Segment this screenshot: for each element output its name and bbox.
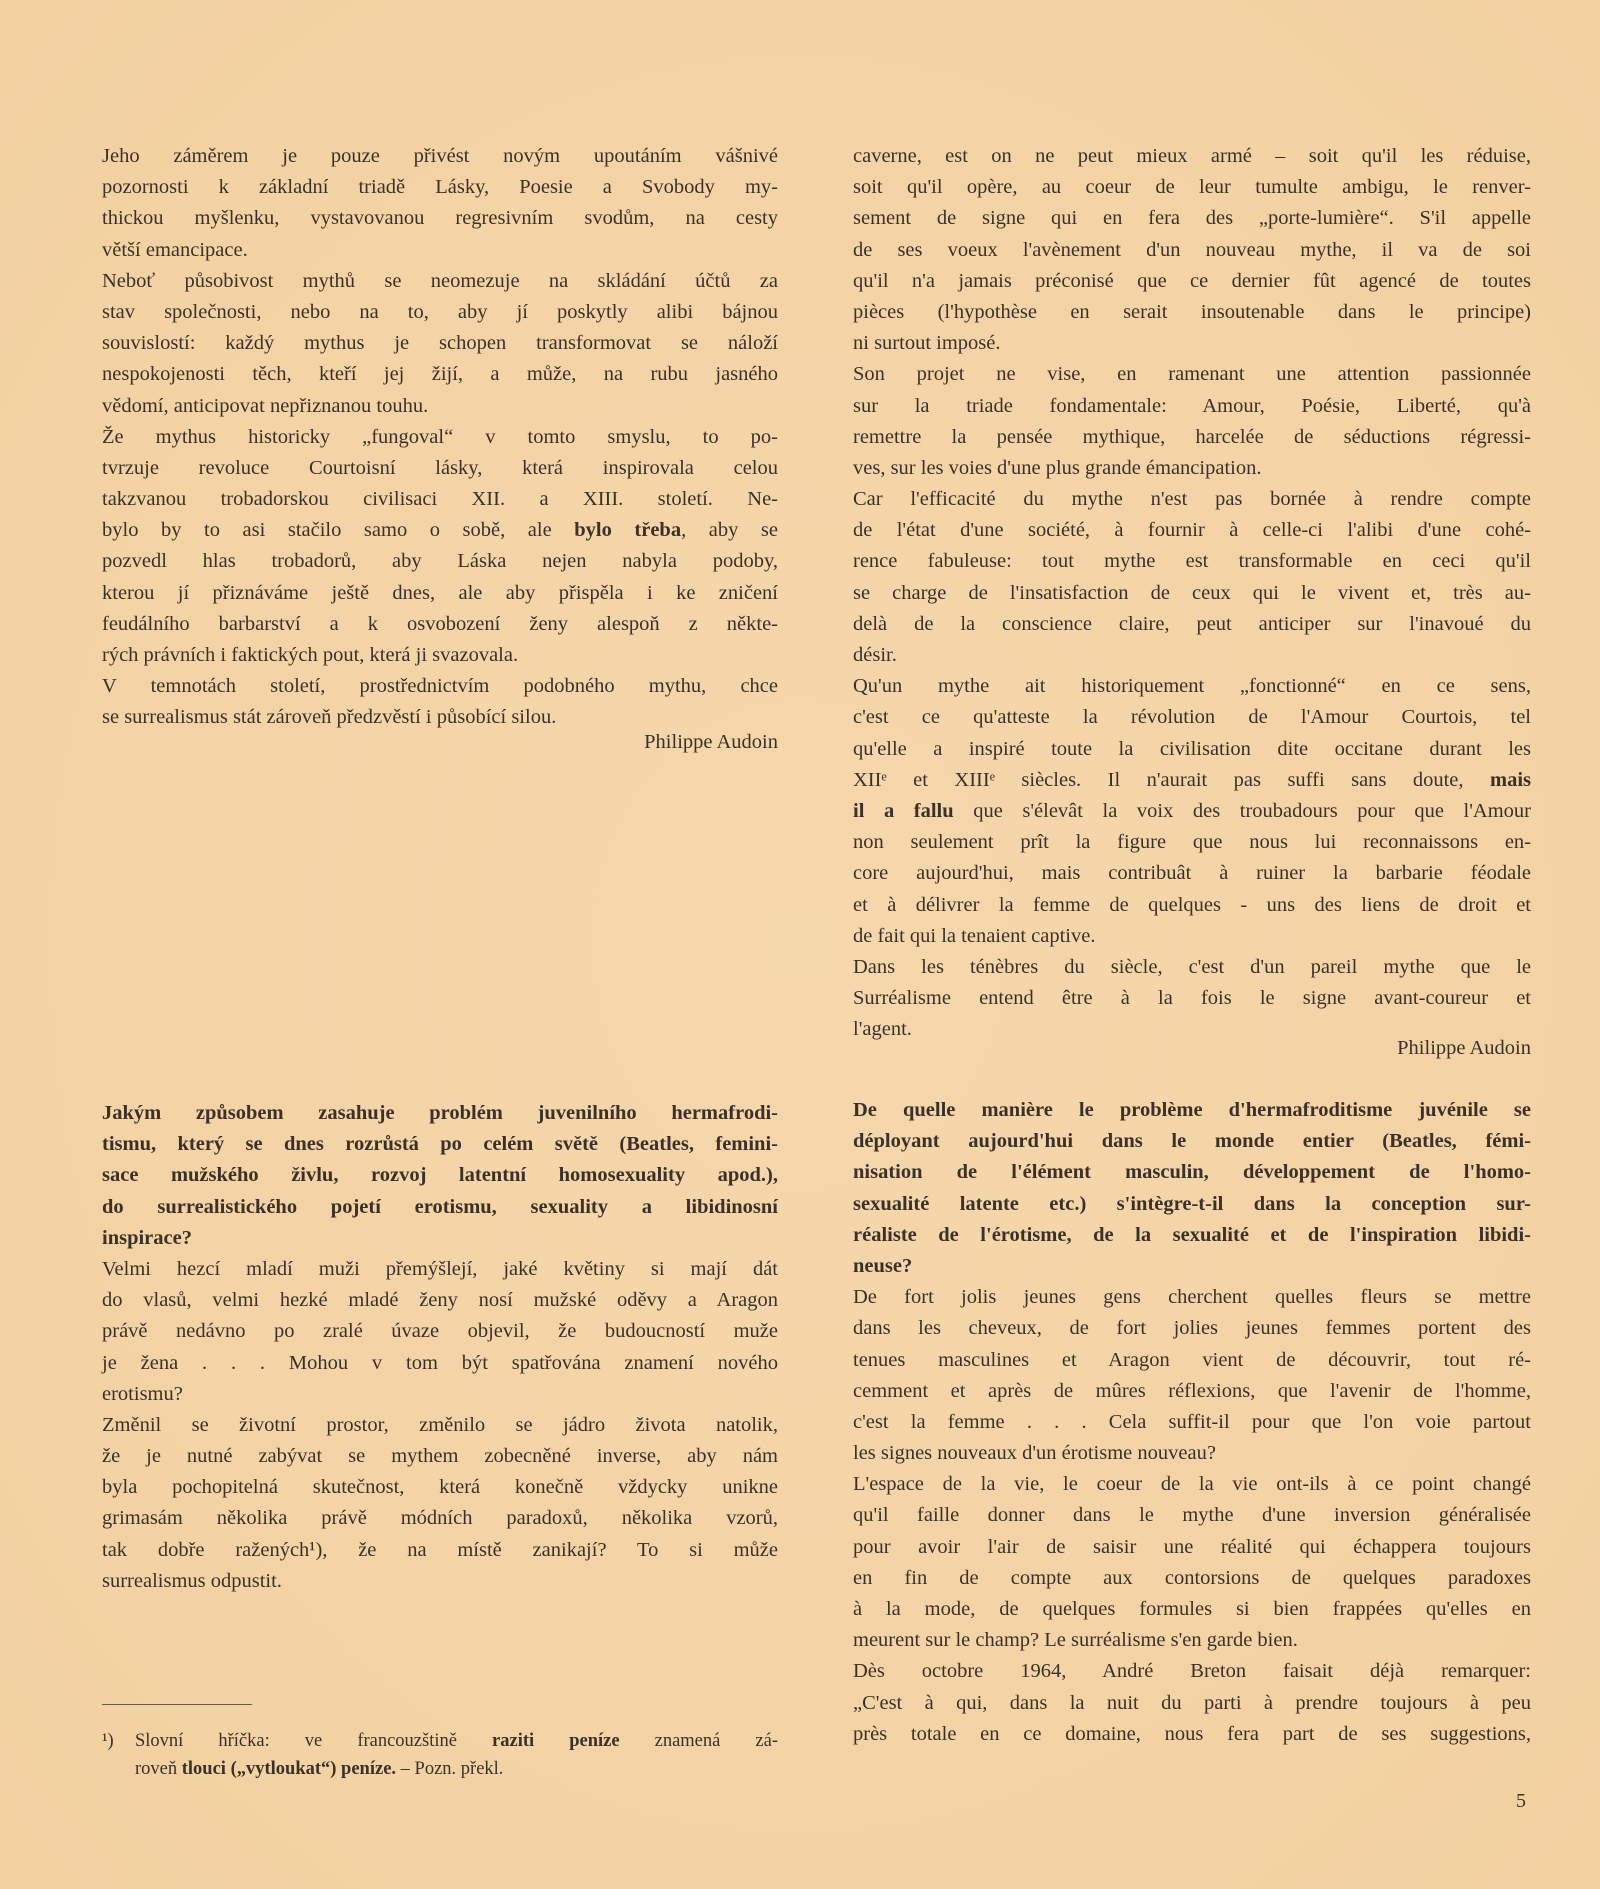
text-line: vědomí, anticipovat nepřiznanou touhu. [102,394,429,417]
text-line: sexualité latente etc.) s'intègre-t-il dans la conception sur- [853,1192,1531,1215]
text-line: désir. [853,644,897,666]
bold-text-segment: raziti peníze [492,1731,620,1751]
text-line: de ses voeux l'avènement d'un nouveau mythe, il va de soi [853,238,1531,261]
text-line: sement de signe qui en fera des „porte-lumière“. S'il appelle [853,207,1531,230]
text-line: pozvedl hlas trobadorů, aby Láska nejen nabyla podoby, [102,550,778,573]
text-line: grimasám několika právě módních paradoxů, několika vzorů, [102,1507,778,1530]
author-signature: Philippe Audoin [1397,1037,1531,1059]
text-line: c'est ce qu'atteste la révolution de l'Amour Courtois, tel [853,706,1531,729]
text-line: do vlasů, velmi hezké mladé ženy nosí mužské oděvy a Aragon [102,1289,778,1312]
text-segment: znamená zá- [619,1731,778,1751]
text-line: byla pochopitelná skutečnost, která konečně vždycky unikne [102,1476,778,1499]
text-line: tvrzuje revoluce Courtoisní lásky, která inspirovala celou [102,456,778,479]
text-line: les signes nouveaux d'un érotisme nouveau? [853,1442,1216,1465]
text-segment: XIIᵉ et XIIIᵉ siècles. Il n'aurait pas suffi sans doute, [853,768,1490,791]
text-line: souvislostí: každý mythus je schopen transformovat se náloží [102,332,778,355]
text-line: rých právních i faktických pout, která ji svazovala. [102,644,519,666]
text-line: pozornosti k základní triadě Lásky, Poesie a Svobody my- [102,176,778,199]
czech-article-column [102,141,778,734]
text-line: et à délivrer la femme de quelques - uns des liens de droit et [853,893,1531,916]
footnote [102,1727,778,1783]
text-line: réaliste de l'érotisme, de la sexualité et de l'inspiration libidi- [853,1223,1531,1246]
bold-text-segment: mais [1490,768,1531,791]
text-line: cemment et après de mûres réflexions, que l'avenir de l'homme, [853,1379,1531,1402]
text-line: qu'il faille donner dans le mythe d'une inversion généralisée [853,1504,1531,1527]
text-line: tak dobře ražených¹), že na místě zanikají? To si může [102,1538,778,1561]
text-line: se charge de l'insatisfaction de ceux qui le vivent et, très au- [853,581,1531,604]
text-line: feudálního barbarství a k osvobození ženy alespoň z někte- [102,612,778,635]
author-signature: Philippe Audoin [644,731,778,753]
text-line: Son projet ne vise, en ramenant une attention passionnée [853,363,1531,386]
text-line: kterou jí přiznáváme ještě dnes, ale aby přispěla i ke zničení [102,581,778,604]
text-line: soit qu'il opère, au coeur de leur tumulte ambigu, le renver- [853,176,1531,199]
text-line: ni surtout imposé. [853,332,1001,355]
text-line: pour avoir l'air de saisir une réalité qui échappera toujours [853,1535,1531,1558]
text-line [135,1727,778,1755]
footnote-marker: ¹) [102,1731,114,1751]
text-line: dans les cheveux, de fort jolies jeunes femmes portent des [853,1317,1531,1340]
text-line: caverne, est on ne peut mieux armé – soit qu'il les réduise, [853,145,1531,167]
text-line: tismu, který se dnes rozrůstá po celém světě (Beatles, femini- [102,1133,778,1156]
text-line: tenues masculines et Aragon vient de découvrir, tout ré- [853,1348,1531,1371]
text-line: non seulement prît la figure que nous lui reconnaissons en- [853,831,1531,854]
text-line: erotismu? [102,1382,183,1405]
text-line: surrealismus odpustit. [102,1569,282,1592]
text-line: právě nedávno po zralé úvaze objevil, že budoucností muže [102,1320,778,1343]
text-line: sur la triade fondamentale: Amour, Poésie, Liberté, qu'à [853,394,1531,417]
text-line: „C'est à qui, dans la nuit du parti à prendre toujours à peu [853,1691,1531,1714]
text-line: Změnil se životní prostor, změnilo se jádro života natolik, [102,1413,778,1436]
text-line: delà de la conscience claire, peut anticiper sur l'inavoué du [853,612,1531,635]
text-line: Dès octobre 1964, André Breton faisait déjà remarquer: [853,1660,1531,1683]
czech-question-column [102,1098,778,1597]
text-line: sace mužského živlu, rozvoj latentní homosexuality apod.), [102,1164,778,1187]
text-line: remettre la pensée mythique, harcelée de séductions régressi- [853,425,1531,448]
text-line: Qu'un mythe ait historiquement „fonctionné“ en ce sens, [853,675,1531,698]
text-line: nespokojenosti těch, kteří jej žijí, a může, na rubu jasného [102,363,778,386]
text-segment: – Pozn. překl. [396,1759,504,1779]
text-line: de l'état d'une société, à fournir à celle-ci l'alibi d'une cohé- [853,519,1531,542]
bold-text-segment: bylo třeba [574,519,682,542]
text-line: l'agent. [853,1018,912,1041]
text-line: De quelle manière le problème d'hermafroditisme juvénile se [853,1099,1531,1121]
text-line: déployant aujourd'hui dans le monde entier (Beatles, fémi- [853,1130,1531,1153]
text-line: stav společnosti, nebo na to, aby jí poskytly alibi bájnou [102,300,778,323]
text-segment: , aby se [681,519,778,542]
text-line: meurent sur le champ? Le surréalisme s'en garde bien. [853,1629,1298,1652]
text-segment: Slovní hříčka: ve francouzštině [135,1731,493,1751]
text-line [853,765,1531,796]
page-number: 5 [1516,1790,1526,1812]
text-segment: roveň [135,1759,182,1779]
text-line: nisation de l'élément masculin, développement de l'homo- [853,1161,1531,1184]
text-line: Jakým způsobem zasahuje problém juvenilního hermafrodi- [102,1102,778,1124]
french-question-column [853,1095,1531,1750]
text-line: V temnotách století, prostřednictvím podobného mythu, chce [102,675,778,698]
text-line: do surrealistického pojetí erotismu, sexuality a libidinosní [102,1195,778,1218]
text-line: Jeho záměrem je pouze přivést novým upoutáním vášnivé [102,145,778,167]
text-line: thickou myšlenku, vystavovanou regresivním svodům, na cesty [102,207,778,230]
bold-text-segment: tlouci („vytloukat“) peníze. [181,1759,397,1779]
footnote-text [135,1727,778,1783]
text-line: en fin de compte aux contorsions de quelques paradoxes [853,1566,1531,1589]
text-line: à la mode, de quelques formules si bien frappées qu'elles en [853,1598,1531,1620]
text-line: je žena . . . Mohou v tom být spatřována znamení nového [102,1351,778,1374]
text-line: Surréalisme entend être à la fois le signe avant-coureur et [853,987,1531,1010]
text-line: c'est la femme . . . Cela suffit-il pour que l'on voie partout [853,1410,1531,1433]
text-line: rence fabuleuse: tout mythe est transformable en ceci qu'il [853,550,1531,573]
text-line: Že mythus historicky „fungoval“ v tomto smyslu, to po- [102,425,778,448]
text-line: L'espace de la vie, le coeur de la vie ont-ils à ce point changé [853,1473,1531,1496]
text-line: Velmi hezcí mladí muži přemýšlejí, jaké květiny si mají dát [102,1257,778,1280]
footnote-divider [102,1704,252,1705]
text-line: qu'il n'a jamais préconisé que ce dernier fût agencé de toutes [853,269,1531,292]
text-line: qu'elle a inspiré toute la civilisation dite occitane durant les [853,737,1531,760]
text-line [102,515,778,546]
text-line: inspirace? [102,1226,192,1249]
bold-text-segment: il a fallu [853,799,954,822]
text-segment: bylo by to asi stačilo samo o sobě, ale [102,519,575,542]
text-line: se surrealismus stát zároveň předzvěstí i působící silou. [102,706,557,729]
text-line [853,796,1531,827]
text-line: větší emancipace. [102,238,248,261]
text-line: ves, sur les voies d'une plus grande émancipation. [853,456,1262,479]
text-line: že je nutné zabývat se mythem zobecněné inverse, aby nám [102,1445,778,1468]
text-line: près totale en ce domaine, nous fera part de ses suggestions, [853,1722,1531,1745]
text-line: takzvanou trobadorskou civilisaci XII. a XIII. století. Ne- [102,488,778,511]
text-line: pièces (l'hypothèse en serait insoutenable dans le principe) [853,300,1531,323]
text-segment: que s'élevât la voix des troubadours pour que l'Amour [953,799,1532,822]
text-line: Neboť působivost mythů se neomezuje na skládání účtů za [102,269,778,292]
text-line: neuse? [853,1254,913,1277]
text-line: core aujourd'hui, mais contribuât à ruiner la barbarie féodale [853,862,1531,885]
text-line: De fort jolis jeunes gens cherchent quelles fleurs se mettre [853,1286,1531,1309]
text-line: Car l'efficacité du mythe n'est pas bornée à rendre compte [853,488,1531,511]
text-line [135,1755,778,1783]
text-line: Dans les ténèbres du siècle, c'est d'un pareil mythe que le [853,955,1531,978]
text-line: de fait qui la tenaient captive. [853,924,1096,947]
french-article-column [853,141,1531,1045]
